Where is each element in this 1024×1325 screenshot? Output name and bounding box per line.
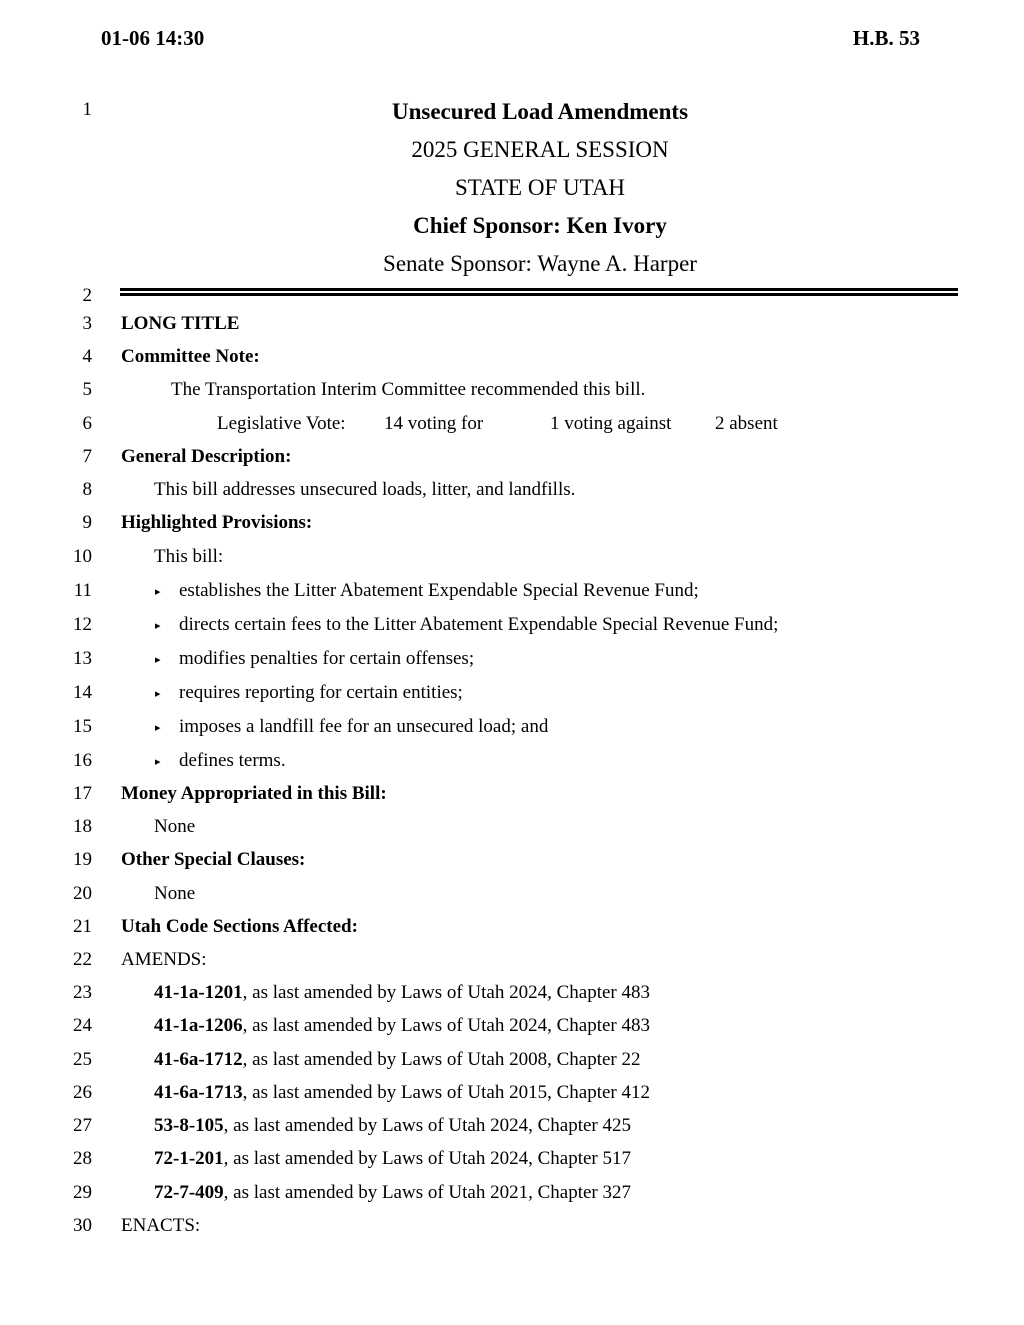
- bullet-icon: ▸: [155, 586, 161, 598]
- line-number: 16: [73, 750, 92, 771]
- vote-absent: 2 absent: [715, 413, 778, 434]
- line-number: 26: [73, 1082, 92, 1103]
- code-section-history: , as last amended by Laws of Utah 2024, Chapter 425: [223, 1115, 632, 1136]
- highlighted-provisions-heading: Highlighted Provisions:: [121, 512, 313, 533]
- money-appropriated-value: None: [154, 816, 196, 837]
- header-bill-number: H.B. 53: [852, 26, 920, 50]
- code-section-item: [154, 1015, 650, 1037]
- line-number: 3: [82, 313, 92, 334]
- line-number: 14: [73, 682, 92, 703]
- line-number: 29: [73, 1182, 92, 1203]
- line-number: 23: [73, 982, 92, 1003]
- line-number: 5: [82, 379, 92, 400]
- bullet-icon: ▸: [155, 620, 161, 632]
- code-section-history: , as last amended by Laws of Utah 2008, Chapter 22: [242, 1049, 641, 1070]
- code-section-item: [154, 1115, 631, 1137]
- enacts-label: ENACTS:: [121, 1215, 201, 1236]
- line-number: 25: [73, 1049, 92, 1070]
- line-number: 21: [73, 916, 92, 937]
- line-number: 15: [73, 716, 92, 737]
- line-number: 27: [73, 1115, 92, 1136]
- line-number: 18: [73, 816, 92, 837]
- line-number: 8: [82, 479, 92, 500]
- code-section-item: [154, 1082, 650, 1104]
- line-number: 10: [73, 546, 92, 567]
- state: STATE OF UTAH: [454, 175, 626, 200]
- list-item-text: imposes a landfill fee for an unsecured load; and: [179, 716, 549, 737]
- line-number: 2: [82, 285, 92, 306]
- code-section-number: 41-6a-1713: [154, 1082, 243, 1103]
- line-number: 17: [73, 783, 92, 804]
- chief-sponsor: Chief Sponsor: Ken Ivory: [413, 213, 667, 238]
- list-item-text: defines terms.: [179, 750, 286, 771]
- bullet-icon: ▸: [155, 756, 161, 768]
- code-section-history: , as last amended by Laws of Utah 2024, Chapter 517: [223, 1148, 632, 1169]
- code-section-item: [154, 1049, 641, 1071]
- header-date: 01-06 14:30: [101, 26, 205, 50]
- line-number: 28: [73, 1148, 92, 1169]
- senate-sponsor: Senate Sponsor: Wayne A. Harper: [383, 251, 697, 276]
- session: 2025 GENERAL SESSION: [411, 137, 669, 162]
- vote-label: Legislative Vote:: [217, 413, 346, 434]
- committee-note-heading: Committee Note:: [121, 346, 260, 367]
- bullet-icon: ▸: [155, 688, 161, 700]
- general-description-heading: General Description:: [121, 446, 292, 467]
- code-section-number: 41-1a-1206: [154, 1015, 243, 1036]
- bill-title: Unsecured Load Amendments: [391, 99, 689, 124]
- general-description-text: This bill addresses unsecured loads, litter, and landfills.: [154, 479, 576, 500]
- money-appropriated-heading: Money Appropriated in this Bill:: [121, 783, 387, 804]
- code-section-history: , as last amended by Laws of Utah 2021, Chapter 327: [223, 1182, 632, 1203]
- bullet-icon: ▸: [155, 654, 161, 666]
- committee-note: The Transportation Interim Committee recommended this bill.: [171, 379, 646, 400]
- bullet-icon: ▸: [155, 722, 161, 734]
- line-number: 7: [82, 446, 92, 467]
- list-item-text: modifies penalties for certain offenses;: [179, 648, 475, 669]
- code-section-item: [154, 982, 650, 1004]
- line-number: 1: [82, 99, 92, 120]
- code-section-number: 41-1a-1201: [154, 982, 243, 1003]
- line-number: 19: [73, 849, 92, 870]
- code-section-number: 72-1-201: [154, 1148, 224, 1169]
- line-number: 12: [73, 614, 92, 635]
- line-number: 20: [73, 883, 92, 904]
- line-number: 13: [73, 648, 92, 669]
- divider-top: [120, 288, 958, 291]
- provisions-intro: This bill:: [154, 546, 224, 567]
- vote-against: 1 voting against: [550, 413, 672, 434]
- line-number: 22: [73, 949, 92, 970]
- line-number: 6: [82, 413, 92, 434]
- code-section-number: 72-7-409: [154, 1182, 224, 1203]
- line-number: 11: [73, 580, 92, 601]
- list-item-text: requires reporting for certain entities;: [179, 682, 463, 703]
- code-section-history: , as last amended by Laws of Utah 2024, Chapter 483: [242, 982, 651, 1003]
- line-number: 9: [82, 512, 92, 533]
- vote-for: 14 voting for: [384, 413, 484, 434]
- code-section-history: , as last amended by Laws of Utah 2024, Chapter 483: [242, 1015, 651, 1036]
- special-clauses-value: None: [154, 883, 196, 904]
- amends-label: AMENDS:: [121, 949, 207, 970]
- list-item-text: directs certain fees to the Litter Abatement Expendable Special Revenue Fund;: [179, 614, 779, 635]
- list-item-text: establishes the Litter Abatement Expendable Special Revenue Fund;: [179, 580, 699, 601]
- divider-bottom: [120, 293, 958, 296]
- line-number: 4: [82, 346, 92, 367]
- line-number: 24: [73, 1015, 92, 1036]
- line-number: 30: [73, 1215, 92, 1236]
- code-section-number: 41-6a-1712: [154, 1049, 243, 1070]
- special-clauses-heading: Other Special Clauses:: [121, 849, 306, 870]
- code-section-history: , as last amended by Laws of Utah 2015, Chapter 412: [242, 1082, 651, 1103]
- code-section-item: [154, 1148, 631, 1170]
- long-title-heading: LONG TITLE: [121, 313, 240, 334]
- code-section-item: [154, 1182, 631, 1204]
- code-section-number: 53-8-105: [154, 1115, 224, 1136]
- code-sections-heading: Utah Code Sections Affected:: [121, 916, 358, 937]
